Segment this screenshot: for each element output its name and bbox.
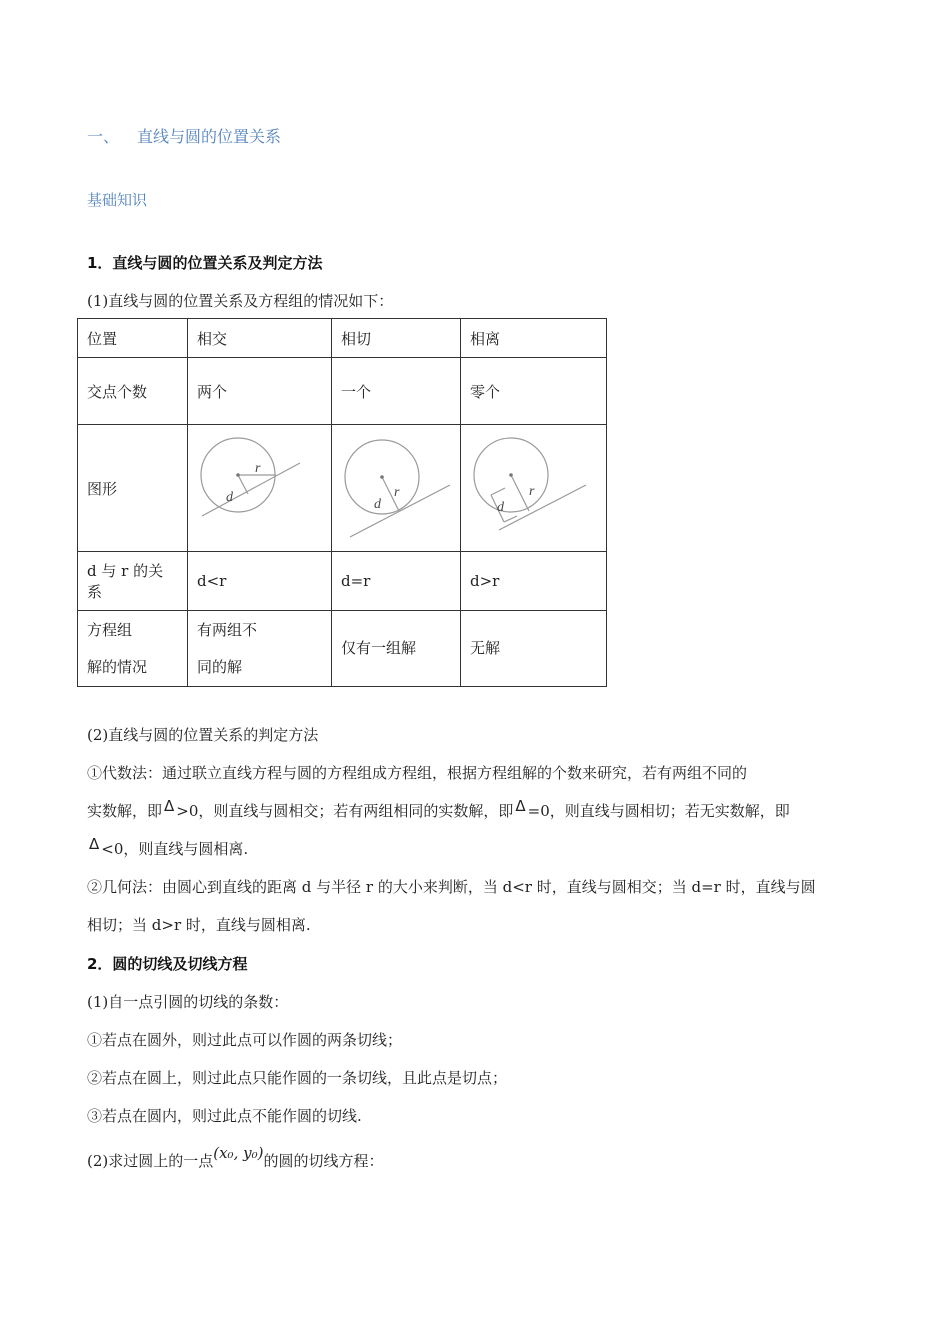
section-title: 直线与圆的位置关系 <box>137 127 282 146</box>
section-number: 一、 <box>87 127 120 146</box>
s2-p2: ①若点在圆外，则过此点可以作圆的两条切线； <box>87 1031 403 1049</box>
table-cell: 相离 <box>461 319 607 358</box>
table-row <box>78 319 607 358</box>
text-span: 的圆的切线方程： <box>263 1152 384 1170</box>
fig-r-label: r <box>529 484 535 499</box>
table-cell: 相切 <box>332 319 461 358</box>
cell-line: 解的情况 <box>87 657 148 676</box>
judge-title: (2)直线与圆的位置关系的判定方法 <box>87 726 319 744</box>
cell-line: 有两组不 <box>197 620 258 639</box>
cell-line: 方程组 <box>87 620 133 639</box>
s2-title: 2．圆的切线及切线方程 <box>87 955 248 973</box>
fig-d-label: d <box>374 497 381 512</box>
figure-tangent <box>332 425 461 552</box>
s2-p1: (1)自一点引圆的切线的条数： <box>87 993 289 1011</box>
tangent-diagram <box>332 425 460 551</box>
table-row <box>78 552 607 611</box>
table-row <box>78 611 607 687</box>
geometry-line-2: 相切；当 d>r 时，直线与圆相离. <box>87 916 311 934</box>
algebra-line-3 <box>87 835 249 859</box>
s1-title: 1．直线与圆的位置关系及判定方法 <box>87 254 323 272</box>
text-span: (2)求过圆上的一点 <box>87 1152 214 1170</box>
separate-diagram <box>461 425 606 551</box>
table-cell: 两个 <box>188 358 332 425</box>
table-cell: 一个 <box>332 358 461 425</box>
table-row <box>78 425 607 552</box>
table-cell: 交点个数 <box>78 358 188 425</box>
s2-p3: ②若点在圆上，则过此点只能作圆的一条切线，且此点是切点； <box>87 1069 508 1087</box>
table-cell: 图形 <box>78 425 188 552</box>
table-cell: 无解 <box>461 611 607 687</box>
delta-symbol: Δ <box>164 797 175 815</box>
s2-p4: ③若点在圆内，则过此点不能作圆的切线. <box>87 1107 362 1125</box>
table-cell: 位置 <box>78 319 188 358</box>
fig-r-label: r <box>394 485 400 500</box>
table-cell: 相交 <box>188 319 332 358</box>
s1-intro: (1)直线与圆的位置关系及方程组的情况如下： <box>87 292 394 310</box>
table-cell: 零个 <box>461 358 607 425</box>
geometry-line-1: ②几何法：由圆心到直线的距离 d 与半径 r 的大小来判断，当 d<r 时，直线与圆相交；当 d=r 时，直线与圆 <box>87 878 816 896</box>
delta-symbol: Δ <box>89 835 100 853</box>
s2-p5 <box>87 1144 384 1171</box>
table-cell: d<r <box>188 552 332 611</box>
table-row <box>78 358 607 425</box>
table-cell: d=r <box>332 552 461 611</box>
figure-intersect <box>188 425 332 552</box>
text-span: =0，则直线与圆相切；若无实数解，即 <box>527 802 790 820</box>
text-span: 实数解，即 <box>87 802 163 820</box>
section-heading <box>87 124 281 147</box>
algebra-line-1: ①代数法：通过联立直线方程与圆的方程组成方程组，根据方程组解的个数来研究，若有两组不同的 <box>87 764 748 782</box>
fig-d-label: d <box>226 490 233 505</box>
cell-line: 同的解 <box>197 657 243 676</box>
intersect-diagram <box>188 425 330 551</box>
table-cell: d 与 r 的关系 <box>78 552 188 611</box>
subheading: 基础知识 <box>87 191 148 209</box>
algebra-line-2 <box>87 797 790 821</box>
fig-r-label: r <box>255 461 261 476</box>
figure-separate <box>461 425 607 552</box>
text-span: >0，则直线与圆相交；若有两组相同的实数解，即 <box>176 802 514 820</box>
delta-symbol: Δ <box>515 797 526 815</box>
table-cell: d>r <box>461 552 607 611</box>
fig-d-label: d <box>497 500 504 515</box>
table-cell: 仅有一组解 <box>332 611 461 687</box>
table-cell <box>188 611 332 687</box>
point-formula: (x₀, y₀) <box>213 1144 264 1162</box>
table-cell <box>78 611 188 687</box>
text-span: <0，则直线与圆相离. <box>101 840 249 858</box>
relation-table <box>77 318 607 687</box>
